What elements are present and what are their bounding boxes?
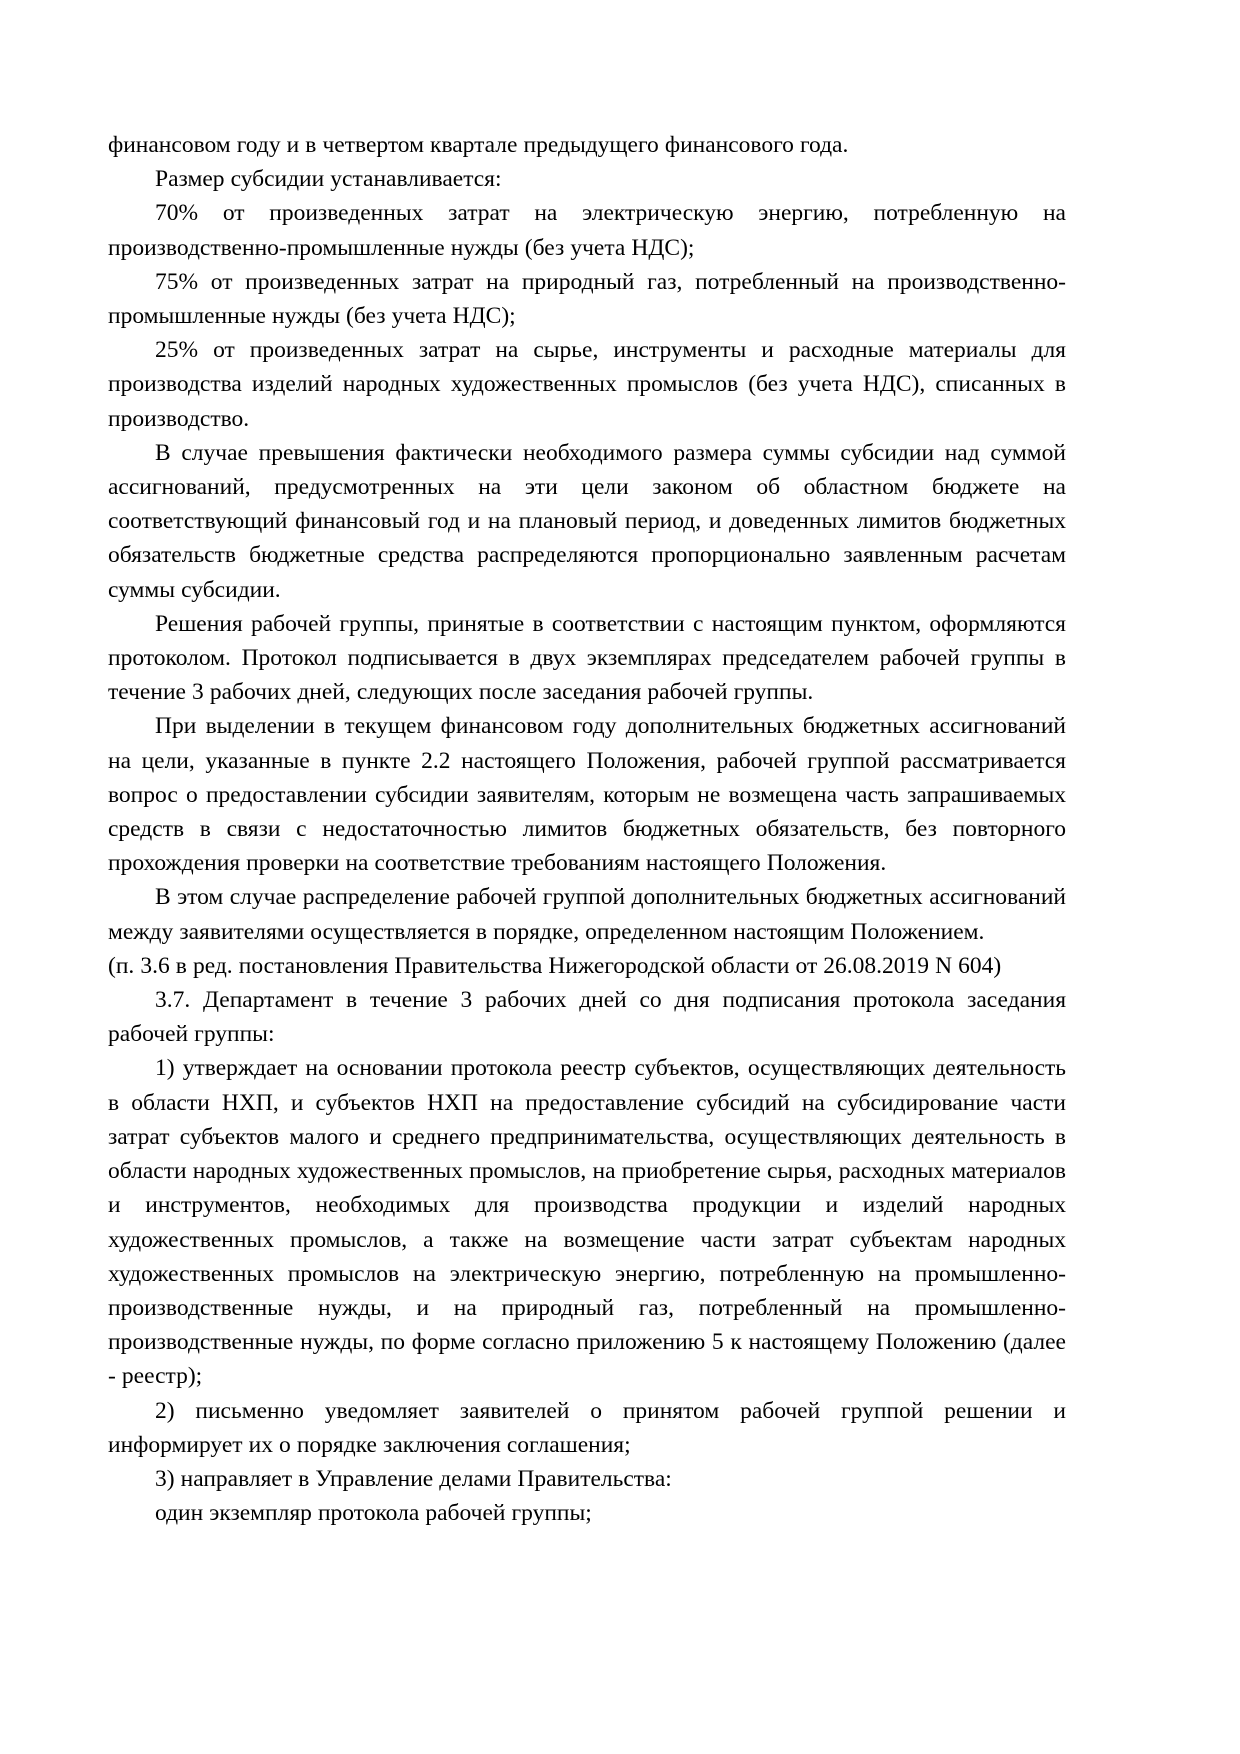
paragraph-subsidy-size-intro: Размер субсидии устанавливается: <box>155 166 502 193</box>
paragraph-rate-25-materials: 25% от произведенных затрат на сырье, инструменты и расходные материалы для производства изделий народных художественных промыслов (без учета НДС), списанных в производство. <box>108 337 1066 432</box>
paragraph-item-3-sub-1: один экземпляр протокола рабочей группы; <box>155 1500 592 1527</box>
paragraph-clause-3-7: 3.7. Департамент в течение 3 рабочих дней со дня подписания протокола заседания рабочей группы: <box>108 987 1066 1048</box>
paragraph-continuation-line: финансовом году и в четвертом квартале предыдущего финансового года. <box>108 132 849 158</box>
paragraph-rate-70-electricity: 70% от произведенных затрат на электрическую энергию, потребленную на производственно-промышленные нужды (без учета НДС); <box>108 200 1066 261</box>
paragraph-excess-allocation: В случае превышения фактически необходимого размера суммы субсидии над суммой ассигнований, предусмотренных на эти цели законом об областном бюджете на соответствующий финансовый год и на плановый период, и доведенных лимитов бюджетных обязательств бюджетные средства распределяются пропорционально заявленным расчетам суммы субсидии. <box>108 439 1066 603</box>
paragraph-additional-allocations: При выделении в текущем финансовом году дополнительных бюджетных ассигнований на цели, указанные в пункте 2.2 настоящего Положения, рабочей группой рассматривается вопрос о предоставлении субсидии заявителям, которым не возмещена часть запрашиваемых средств в связи с недостаточностью лимитов бюджетных обязательств, без повторного прохождения проверки на соответствие требованиям настоящего Положения. <box>108 713 1066 877</box>
paragraph-distribution-order: В этом случае распределение рабочей группой дополнительных бюджетных ассигнований между заявителями осуществляется в порядке, определенном настоящим Положением. <box>108 884 1066 945</box>
paragraph-rate-75-gas: 75% от произведенных затрат на природный газ, потребленный на производственно-промышленные нужды (без учета НДС); <box>108 268 1066 330</box>
paragraph-working-group-decisions: Решения рабочей группы, принятые в соответствии с настоящим пунктом, оформляются протоколом. Протокол подписывается в двух экземплярах председателем рабочей группы в течение 3 рабочих дней, следующих после заседания рабочей группы. <box>108 610 1066 706</box>
citation-amendment-note: (п. 3.6 в ред. постановления Правительства Нижегородской области от 26.08.2019 N 604) <box>108 952 1002 979</box>
paragraph-item-1-registry: 1) утверждает на основании протокола реестр субъектов, осуществляющих деятельность в области НХП, и субъектов НХП на предоставление субсидий на субсидирование части затрат субъектов малого и среднего предпринимательства, осуществляющих деятельность в области народных художественных промыслов, на приобретение сырья, расходных материалов и инструментов, необходимых для производства продукции и изделий народных художественных промыслов, а также на возмещение части затрат субъектам народных художественных промыслов на электрическую энергию, потребленную на промышленно-производственные нужды, и на природный газ, потребленный на промышленно-производственные нужды, по форме согласно приложению 5 к настоящему Положению (далее - реестр); <box>108 1055 1066 1390</box>
paragraph-item-2-notify: 2) письменно уведомляет заявителей о принятом рабочей группой решении и информирует их о порядке заключения соглашения; <box>108 1397 1066 1458</box>
document-text-column <box>108 128 1066 1530</box>
paragraph-item-3-send: 3) направляет в Управление делами Правительства: <box>155 1465 672 1492</box>
